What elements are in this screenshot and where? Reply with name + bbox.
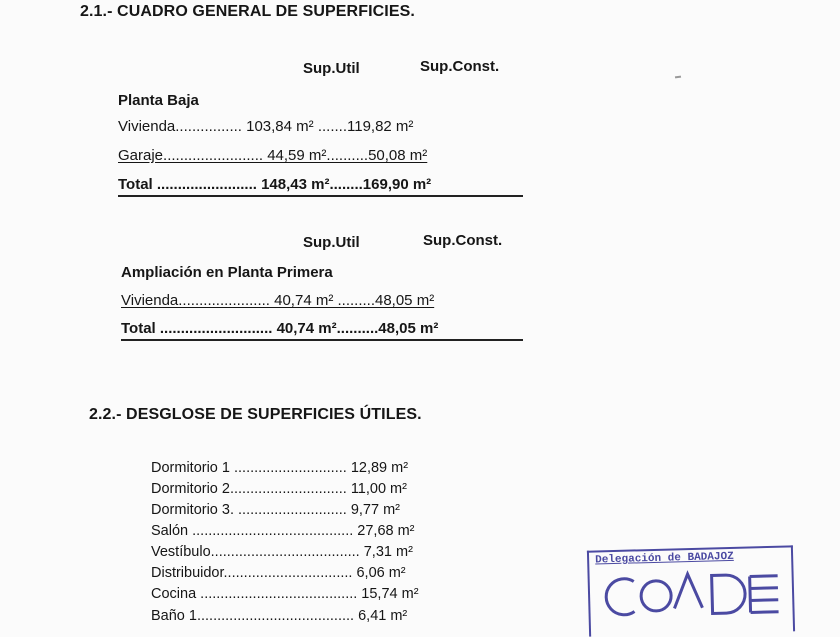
column-header-sup-const-2: Sup.Const. xyxy=(423,232,503,249)
column-header-sup-util-2: Sup.Util xyxy=(303,234,360,251)
ground-floor-title: Planta Baja xyxy=(118,92,199,109)
room-row: Distribuidor................................ 6,06 m² xyxy=(151,565,406,581)
ground-floor-row-total: Total ........................ 148,43 m²........169,90 m² xyxy=(118,176,432,193)
ground-floor-total-rule xyxy=(118,195,523,197)
delegation-stamp xyxy=(587,545,795,636)
room-row: Cocina ....................................... 15,74 m² xyxy=(151,586,419,602)
stamp-logo-icon xyxy=(591,563,793,634)
room-row: Salón ........................................ 27,68 m² xyxy=(151,523,415,539)
room-row: Baño 1....................................... 6,41 m² xyxy=(151,608,408,624)
column-header-sup-const: Sup.Const. xyxy=(420,58,500,75)
first-floor-row-total: Total ........................... 40,74 m²..........48,05 m² xyxy=(121,320,439,337)
stamp-label: Delegación de BADAJOZ xyxy=(595,550,734,567)
first-floor-row-vivienda: Vivienda...................... 40,74 m² .........48,05 m² xyxy=(121,292,435,309)
room-row: Vestíbulo..................................... 7,31 m² xyxy=(151,544,413,560)
section-2-1-heading: 2.1.- CUADRO GENERAL DE SUPERFICIES. xyxy=(80,3,415,20)
section-2-2-heading: 2.2.- DESGLOSE DE SUPERFICIES ÚTILES. xyxy=(89,406,422,423)
first-floor-title: Ampliación en Planta Primera xyxy=(121,264,333,281)
ground-floor-row-vivienda: Vivienda................ 103,84 m² .......119,82 m² xyxy=(118,118,414,135)
room-row: Dormitorio 3. ........................... 9,77 m² xyxy=(151,502,400,518)
scan-speck xyxy=(675,76,681,79)
column-header-sup-util: Sup.Util xyxy=(303,60,360,77)
room-row: Dormitorio 1 ............................ 12,89 m² xyxy=(151,460,409,476)
room-row: Dormitorio 2............................. 11,00 m² xyxy=(151,481,407,497)
first-floor-total-rule xyxy=(121,339,523,341)
ground-floor-row-garaje: Garaje........................ 44,59 m²..........50,08 m² xyxy=(118,147,428,164)
